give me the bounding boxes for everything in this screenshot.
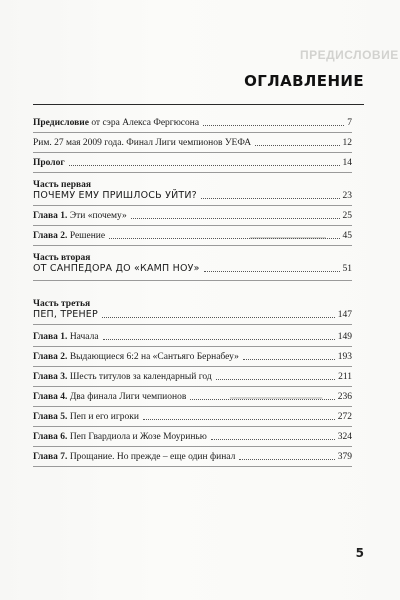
entry-divider [33,386,352,387]
entry-divider [33,406,352,407]
dot-leader [102,317,335,318]
chapter-title: Прощание. Но прежде – еще один финал [67,452,236,462]
dot-leader [203,125,344,126]
chapter-page: 324 [337,432,352,442]
dot-leader [103,339,335,340]
entry-page: 14 [342,158,352,168]
entry-divider [33,172,352,173]
entry-bold-label: Пролог [33,158,65,168]
entry-divider [33,466,352,467]
dot-leader [190,399,334,400]
entry-divider [33,225,352,226]
chapter-number: Глава 2. [33,231,68,241]
entry-label: от сэра Алекса Фергюсона [88,118,200,128]
dot-leader [201,198,340,199]
table-of-contents [33,110,352,472]
part-title: ОТ САНПЕДОРА ДО «КАМП НОУ» [33,263,200,274]
dot-leader [243,359,335,360]
part-title: ПОЧЕМУ ЕМУ ПРИШЛОСЬ УЙТИ? [33,190,197,201]
toc-part-one[interactable] [33,180,352,201]
chapter-number: Глава 7. [33,452,68,462]
toc-entry-part3-chapter-1[interactable] [33,332,352,342]
toc-entry-part3-chapter-5[interactable] [33,412,352,422]
entry-divider [33,366,352,367]
show-through-decoration: ━━━━━━━━━━━━━━━━━ [230,393,323,403]
chapter-page: 236 [337,392,352,402]
chapter-title: Пеп Гвардиола и Жозе Моуринью [67,432,207,442]
toc-entry-part3-chapter-6[interactable] [33,432,352,442]
toc-heading: ОГЛАВЛЕНИЕ [244,72,364,90]
chapter-page: 211 [338,372,352,382]
entry-divider [33,426,352,427]
chapter-title: Два финала Лиги чемпионов [67,392,187,402]
entry-page: 7 [347,118,352,128]
chapter-title: Эти «почему» [67,211,127,221]
chapter-number: Глава 4. [33,392,68,402]
dot-leader [204,271,340,272]
dot-leader [239,459,334,460]
chapter-page: 272 [337,412,352,422]
entry-page: 12 [342,138,352,148]
toc-entry-prologue[interactable] [33,158,352,168]
chapter-page: 193 [337,352,352,362]
entry-divider [33,346,352,347]
entry-divider [33,205,352,206]
chapter-title: Пеп и его игроки [67,412,139,422]
entry-divider [33,245,352,246]
part-label: Часть первая [33,180,91,190]
entry-bold-label: Предисловие [33,118,89,128]
toc-part-three[interactable] [33,299,352,320]
dot-leader [211,439,335,440]
dot-leader [216,379,335,380]
part-title: ПЕП, ТРЕНЕР [33,309,98,320]
dot-leader [255,145,339,146]
dot-leader [131,218,340,219]
entry-label: Рим. 27 мая 2009 года. Финал Лиги чемпионов УЕФА [33,138,252,148]
toc-entry-part3-chapter-4[interactable] [33,392,352,402]
entry-divider [33,324,352,325]
toc-entry-part1-chapter-1[interactable] [33,211,352,221]
chapter-page: 25 [342,211,352,221]
chapter-title: Начала [67,332,99,342]
chapter-number: Глава 5. [33,412,68,422]
toc-part-two[interactable] [33,253,352,274]
chapter-number: Глава 2. [33,352,68,362]
show-through-title: ПРЕДИСЛОВИЕ [300,48,399,62]
toc-entry-foreword[interactable] [33,118,352,128]
heading-rule [33,104,364,105]
entry-divider [33,152,352,153]
part-label: Часть третья [33,299,91,309]
chapter-title: Решение [67,231,106,241]
chapter-number: Глава 1. [33,332,68,342]
dot-leader [69,165,340,166]
part-label: Часть вторая [33,253,91,263]
chapter-title: Выдающиеся 6:2 на «Сантьяго Бернабеу» [67,352,239,362]
toc-entry-part3-chapter-3[interactable] [33,372,352,382]
part-page: 51 [342,264,352,274]
show-through-decoration: ━━━━━━━━━━━━━━ [250,233,326,243]
chapter-page: 379 [337,452,352,462]
chapter-page: 45 [342,231,352,241]
entry-divider [33,132,352,133]
chapter-number: Глава 1. [33,211,68,221]
chapter-number: Глава 3. [33,372,68,382]
toc-entry-part3-chapter-7[interactable] [33,452,352,462]
dot-leader [109,238,339,239]
chapter-page: 149 [337,332,352,342]
entry-divider [33,280,352,281]
dot-leader [143,419,335,420]
chapter-title: Шесть титулов за календарный год [67,372,212,382]
part-page: 23 [342,191,352,201]
part-page: 147 [337,310,352,320]
toc-entry-part3-chapter-2[interactable] [33,352,352,362]
toc-entry-rome-final[interactable] [33,138,352,148]
page-number: 5 [355,546,364,560]
entry-divider [33,446,352,447]
toc-entry-part1-chapter-2[interactable] [33,231,352,241]
chapter-number: Глава 6. [33,432,68,442]
